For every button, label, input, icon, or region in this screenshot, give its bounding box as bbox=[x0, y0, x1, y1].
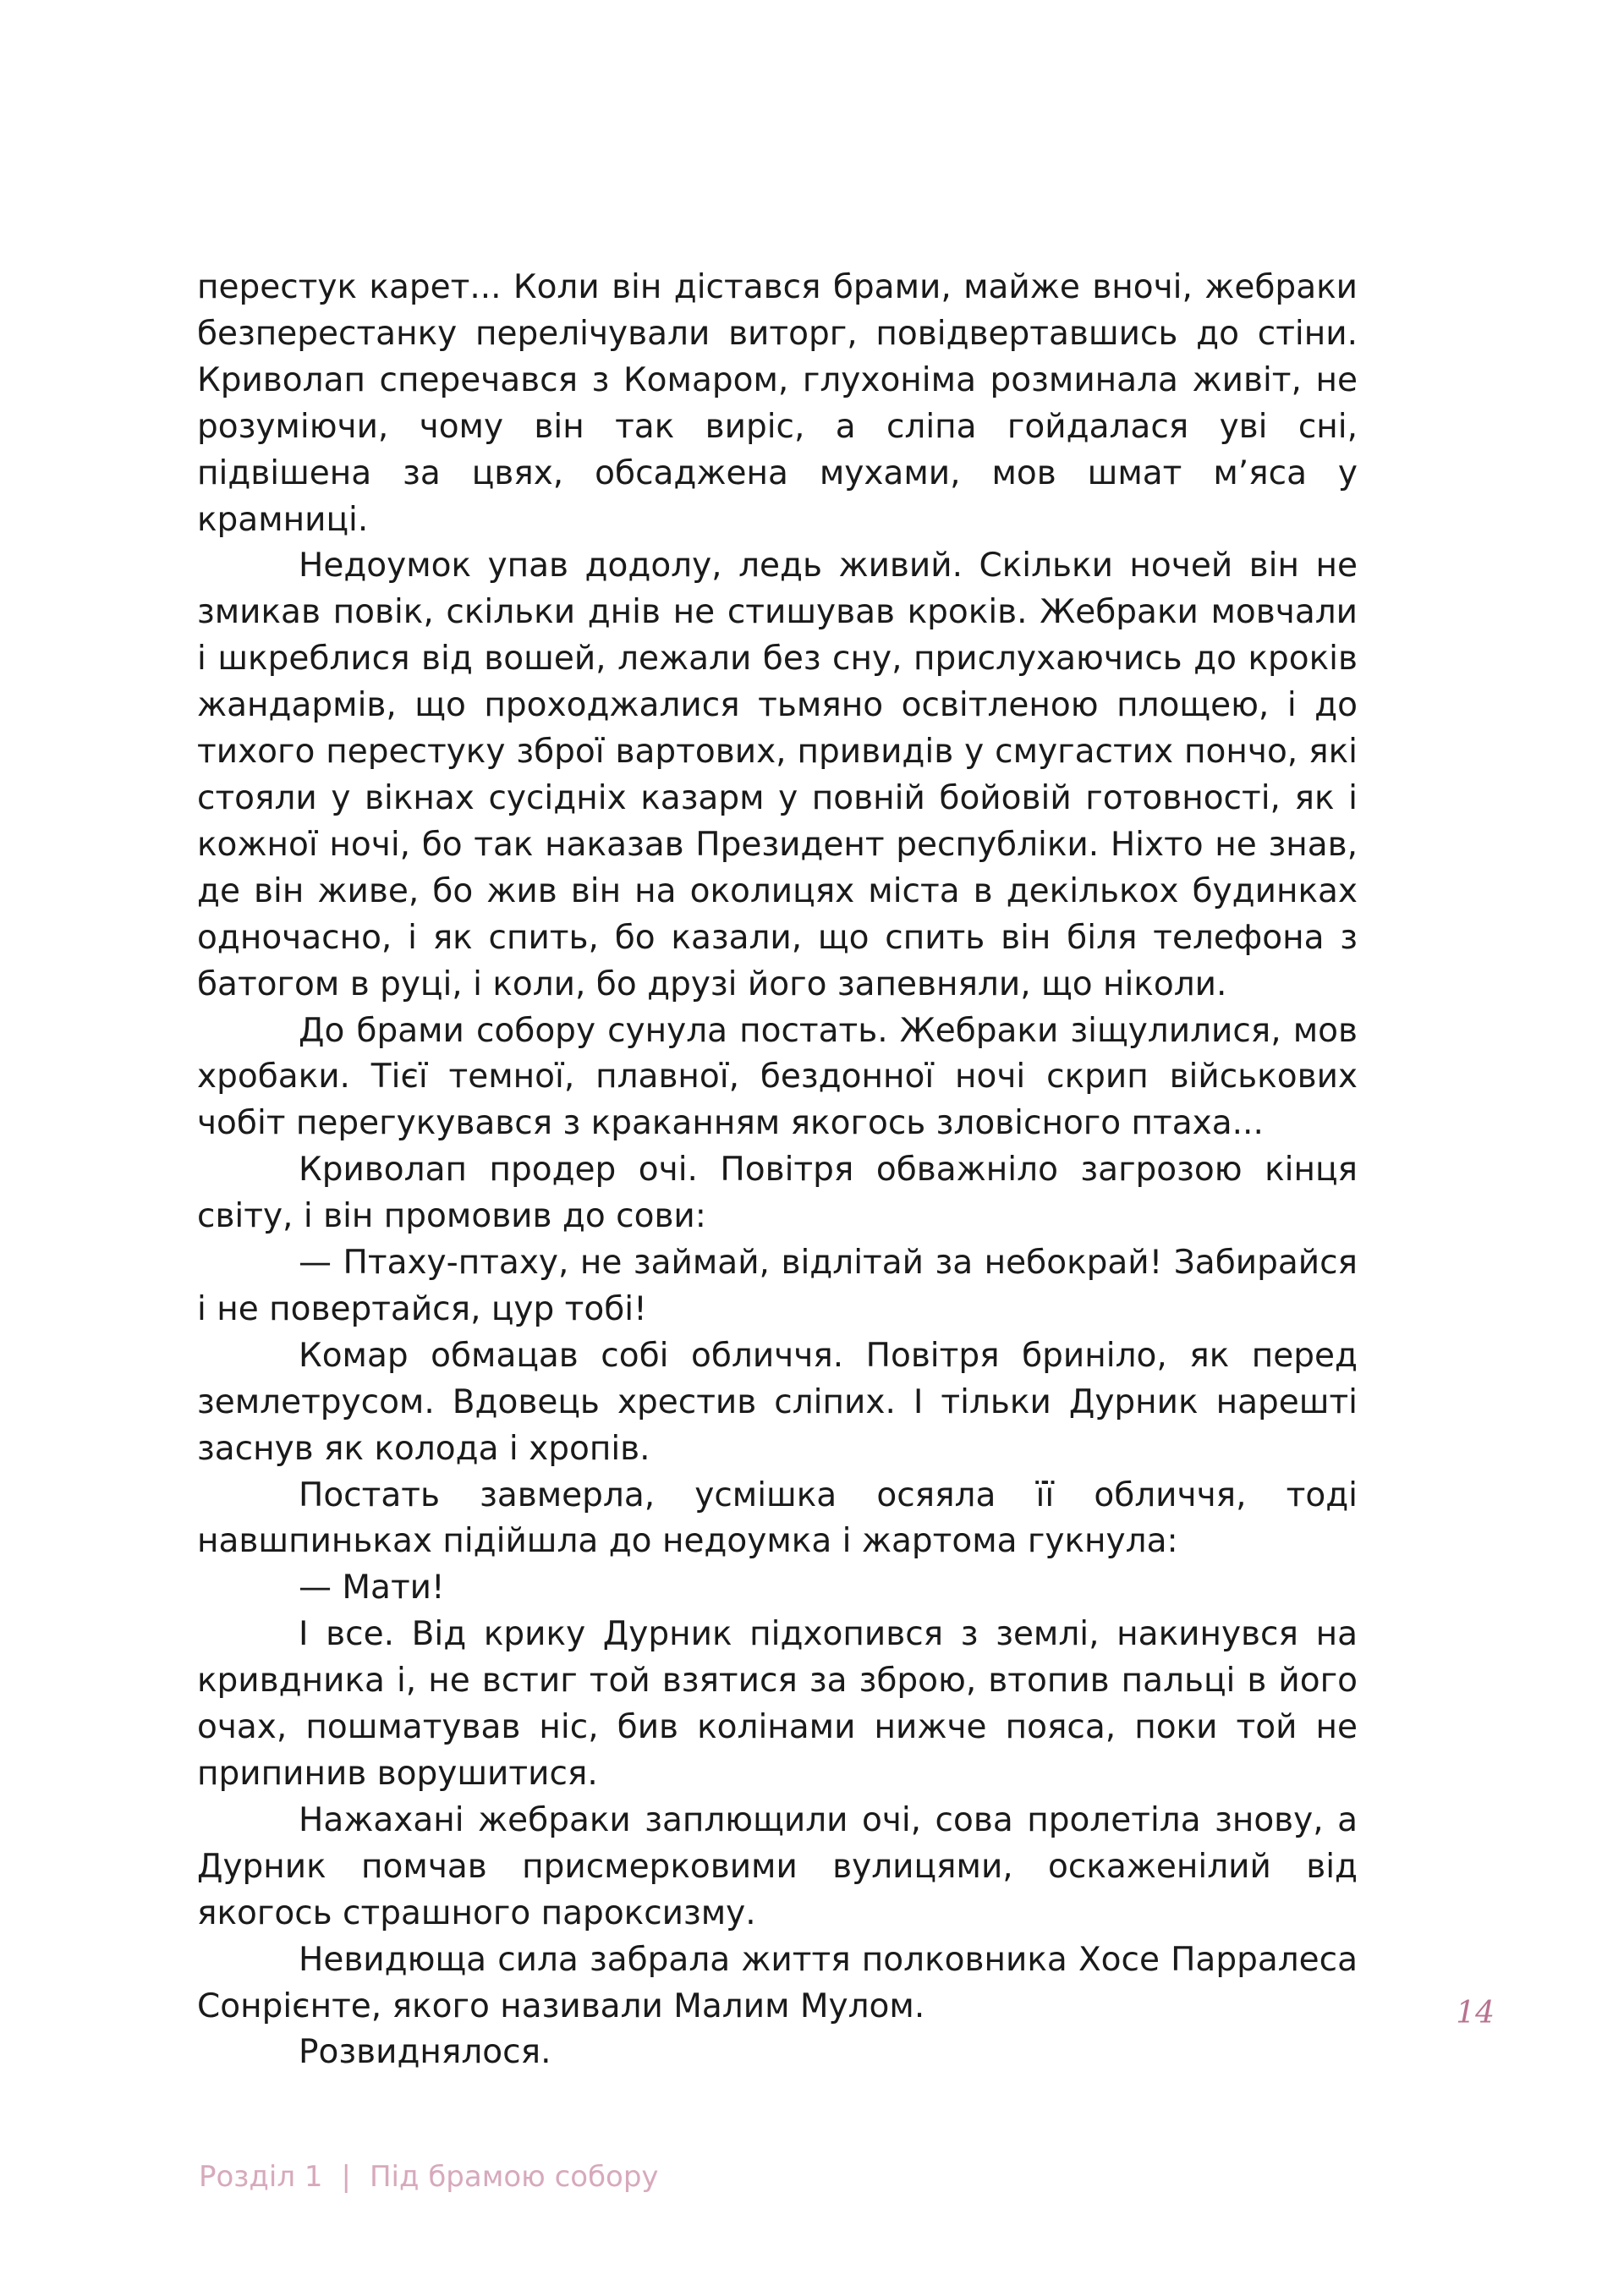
body-text bbox=[197, 265, 1358, 2076]
footer-separator: | bbox=[341, 2160, 351, 2194]
paragraph: І все. Від крику Дурник підхопився з землі, накинувся на кривдника і, не встиг той взятися за зброю, втопив пальці в його очах, пошматував ніс, бив колінами нижче пояса, поки той не припинив ворушитися. bbox=[197, 1615, 1358, 1793]
footer-title: Під брамою собору bbox=[369, 2160, 659, 2194]
dialogue-line: — Мати! bbox=[299, 1569, 445, 1607]
paragraph: Недоумок упав додолу, ледь живий. Скільки ночей він не змикав повік, скільки днів не стишував кроків. Жебраки мовчали і шкреблися від вошей, лежали без сну, прислухаючись до кроків жандармів, що проходжалися тьмяно освітленою площею, і до тихого перестуку зброї вартових, привидів у смугастих пончо, які стояли у вікнах сусідніх казарм у повній бойовій готовності, як і кожної ночі, бо так наказав Президент республіки. Ніхто не знав, де він живе, бо жив він на околицях міста в декількох будинках одночасно, і як спить, бо казали, що спить він біля телефона з батогом в руці, і коли, бо друзі його запевняли, що ніколи. bbox=[197, 547, 1358, 1003]
paragraph: Невидюща сила забрала життя полковника Хосе Парралеса Сонрієнте, якого називали Малим Мулом. bbox=[197, 1940, 1358, 2025]
paragraph: Розвиднялося. bbox=[299, 2033, 551, 2072]
paragraph: До брами собору сунула постать. Жебраки зіщулилися, мов хробаки. Тієї темної, плавної, бездонної ночі скрип військових чобіт перегукувався з краканням якогось зловісного птаха... bbox=[197, 1011, 1358, 1143]
paragraph: перестук карет... Коли він дістався брами, майже вночі, жебраки безперестанку перелічували виторг, повідвертавшись до стіни. Криволап сперечався з Комаром, глухоніма розминала живіт, не розуміючи, чому він так виріс, а сліпа гойдалася уві сні, підвішена за цвях, обсаджена мухами, мов шмат м’яса у крамниці. bbox=[197, 268, 1358, 539]
dialogue-line: — Птаху-птаху, не займай, відлітай за небокрай! Забирайся і не повертайся, цур тобі! bbox=[197, 1244, 1358, 1328]
paragraph: Нажахані жебраки заплющили очі, сова пролетіла знову, а Дурник помчав присмерковими вулицями, оскаженілий від якогось страшного пароксизму. bbox=[197, 1800, 1358, 1932]
paragraph: Постать завмерла, усмішка осяяла її обличчя, тоді навшпиньках підійшла до недоумка і жартома гукнула: bbox=[197, 1475, 1358, 1561]
running-footer bbox=[199, 2160, 659, 2194]
page-number: 14 bbox=[1456, 1996, 1495, 2030]
paragraph: Комар обмацав собі обличчя. Повітря бриніло, як перед землетрусом. Вдовець хрестив сліпих. І тільки Дурник нарешті заснув як колода і хропів. bbox=[197, 1336, 1358, 1468]
footer-chapter: Розділ 1 bbox=[199, 2160, 323, 2194]
paragraph: Криволап продер очі. Повітря обважніло загрозою кінця світу, і він промовив до сови: bbox=[197, 1151, 1358, 1236]
